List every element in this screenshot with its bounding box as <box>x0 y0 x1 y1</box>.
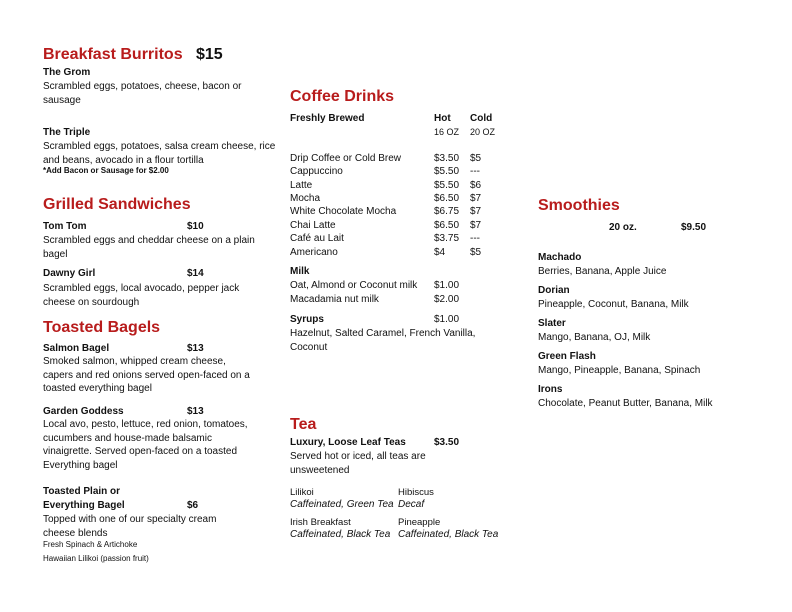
drink-name: Latte <box>290 180 313 191</box>
breakfast-burritos-title: Breakfast Burritos <box>43 46 183 63</box>
cream-cheese-blend: Hawaiian Lilikoi (passion fruit) <box>43 554 149 563</box>
syrups-price: $1.00 <box>434 314 460 325</box>
drink-cold-price: $7 <box>470 206 482 217</box>
item-price: $14 <box>187 268 204 279</box>
tea-variety-name: Lilikoi <box>290 487 314 498</box>
milk-option-price: $1.00 <box>434 280 460 291</box>
smoothie-ingredients: Berries, Banana, Apple Juice <box>538 266 667 277</box>
drink-hot-price: $4 <box>434 247 446 258</box>
drink-hot-price: $3.50 <box>434 153 460 164</box>
item-price: $13 <box>187 406 204 417</box>
drink-name: Americano <box>290 247 338 258</box>
drink-hot-price: $5.50 <box>434 180 460 191</box>
smoothie-ingredients: Chocolate, Peanut Butter, Banana, Milk <box>538 398 713 409</box>
drink-name: Mocha <box>290 193 321 204</box>
smoothies-title: Smoothies <box>538 197 620 214</box>
smoothie-name: Irons <box>538 384 563 395</box>
tea-variety-name: Pineapple <box>398 517 441 528</box>
smoothie-ingredients: Mango, Pineapple, Banana, Spinach <box>538 365 701 376</box>
item-description: Scrambled eggs, potatoes, salsa cream cheese, rice and beans, avocado in a flour tortilla <box>43 141 276 166</box>
syrups-heading: Syrups <box>290 314 324 325</box>
item-name: Garden Goddess <box>43 406 124 417</box>
toasted-bagels-title: Toasted Bagels <box>43 319 161 336</box>
milk-option-name: Macadamia nut milk <box>290 294 379 305</box>
milk-option-name: Oat, Almond or Coconut milk <box>290 280 418 291</box>
drink-cold-price: --- <box>470 233 480 244</box>
item-description: Local avo, pesto, lettuce, red onion, tomatoes, cucumbers and house-made balsamic vinaigrette. Served open-faced on a toasted Everything bagel <box>43 419 248 472</box>
drink-cold-price: $7 <box>470 193 482 204</box>
tea-variety-type: Caffeinated, Black Tea <box>398 529 499 540</box>
tea-title: Tea <box>290 416 317 433</box>
cold-size: 20 OZ <box>470 127 496 137</box>
drink-name: Drip Coffee or Cold Brew <box>290 153 401 164</box>
smoothie-name: Green Flash <box>538 351 596 362</box>
add-on-note: *Add Bacon or Sausage for $2.00 <box>43 166 169 175</box>
grilled-sandwiches-title: Grilled Sandwiches <box>43 196 191 213</box>
smoothie-ingredients: Mango, Banana, OJ, Milk <box>538 332 651 343</box>
tea-description: Served hot or iced, all teas are unsweetened <box>290 451 426 476</box>
drink-name: White Chocolate Mocha <box>290 206 397 217</box>
coffee-drinks-title: Coffee Drinks <box>290 88 395 105</box>
smoothie-price: $9.50 <box>681 222 707 233</box>
item-price: $10 <box>187 221 204 232</box>
milk-option-price: $2.00 <box>434 294 460 305</box>
item-name: The Grom <box>43 67 91 78</box>
milk-heading: Milk <box>290 266 310 277</box>
drink-cold-price: $7 <box>470 220 482 231</box>
drink-hot-price: $6.50 <box>434 193 460 204</box>
cold-column-header: Cold <box>470 113 493 124</box>
tea-variety-type: Caffeinated, Green Tea <box>290 499 394 510</box>
drink-hot-price: $6.50 <box>434 220 460 231</box>
item-description: Topped with one of our specialty cream cheese blends <box>43 514 217 539</box>
item-description: Scrambled eggs, local avocado, pepper jack cheese on sourdough <box>43 283 240 308</box>
tea-variety-name: Hibiscus <box>398 487 434 498</box>
drink-name: Chai Latte <box>290 220 336 231</box>
syrup-flavors: Hazelnut, Salted Caramel, French Vanilla, Coconut <box>290 328 476 353</box>
smoothie-name: Dorian <box>538 285 570 296</box>
item-description: Smoked salmon, whipped cream cheese, capers and red onions served open-faced on a toasted everything bagel <box>43 356 250 395</box>
hot-column-header: Hot <box>434 113 451 124</box>
drink-hot-price: $6.75 <box>434 206 460 217</box>
hot-size: 16 OZ <box>434 127 460 137</box>
smoothie-size: 20 oz. <box>609 222 637 233</box>
item-price: $6 <box>187 500 199 511</box>
item-price: $13 <box>187 343 204 354</box>
smoothie-name: Slater <box>538 318 566 329</box>
tea-price: $3.50 <box>434 437 460 448</box>
item-name: Tom Tom <box>43 221 87 232</box>
breakfast-burritos-price: $15 <box>196 46 223 63</box>
drink-name: Café au Lait <box>290 233 344 244</box>
smoothie-ingredients: Pineapple, Coconut, Banana, Milk <box>538 299 689 310</box>
drink-cold-price: $6 <box>470 180 482 191</box>
drink-name: Cappuccino <box>290 166 343 177</box>
item-description: Scrambled eggs and cheddar cheese on a plain bagel <box>43 235 255 260</box>
tea-variety-type: Decaf <box>398 499 425 510</box>
tea-variety-name: Irish Breakfast <box>290 517 351 528</box>
freshly-brewed-heading: Freshly Brewed <box>290 113 365 124</box>
item-name: The Triple <box>43 127 91 138</box>
item-name: Salmon Bagel <box>43 343 110 354</box>
cream-cheese-blend: Fresh Spinach & Artichoke <box>43 540 138 549</box>
tea-item-name: Luxury, Loose Leaf Teas <box>290 437 406 448</box>
tea-variety-type: Caffeinated, Black Tea <box>290 529 391 540</box>
item-name: Everything Bagel <box>43 500 125 511</box>
drink-cold-price: $5 <box>470 153 482 164</box>
item-description: Scrambled eggs, potatoes, cheese, bacon or sausage <box>43 81 242 106</box>
drink-cold-price: --- <box>470 166 480 177</box>
drink-hot-price: $5.50 <box>434 166 460 177</box>
drink-cold-price: $5 <box>470 247 482 258</box>
smoothie-name: Machado <box>538 252 582 263</box>
item-name: Toasted Plain or <box>43 486 121 497</box>
drink-hot-price: $3.75 <box>434 233 460 244</box>
item-name: Dawny Girl <box>43 268 96 279</box>
